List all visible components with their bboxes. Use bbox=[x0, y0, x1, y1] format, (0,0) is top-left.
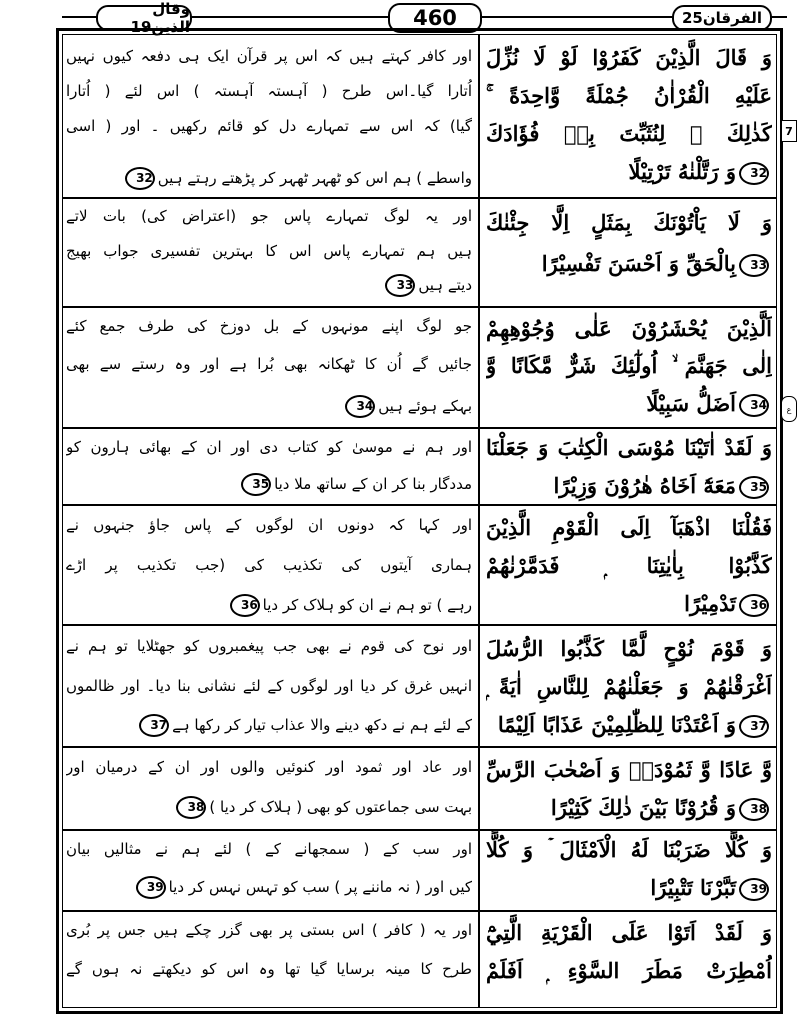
ruku-marker: ع bbox=[781, 396, 797, 422]
arabic-verse-end bbox=[486, 789, 772, 827]
header-right-label: الفرقان25 bbox=[672, 5, 772, 31]
urdu-line: اور کہا کہ دونوں ان لوگوں کے پاس جاؤ جنہوں نے bbox=[66, 516, 472, 534]
arabic-verse-end bbox=[486, 706, 772, 744]
urdu-line: اور کافر کہتے ہیں کہ اس پر قرآن ایک ہی دفعہ کیوں نہیں bbox=[66, 47, 472, 65]
arabic-verse-end bbox=[486, 153, 772, 191]
arabic-line: اَضَلُّ سَبِيْلًا bbox=[646, 391, 736, 416]
urdu-verse-end bbox=[66, 710, 472, 740]
verse-number-badge: 33 bbox=[739, 254, 769, 277]
arabic-verse-end bbox=[486, 869, 772, 907]
urdu-line: واسطے ) ہم اس کو ٹھہر ٹھہر کر پڑھتے رہتے ہیں bbox=[157, 169, 472, 187]
urdu-line: اور ہم نے موسیٰ کو کتاب دی اور ان کے بھائی ہارون کو bbox=[66, 438, 472, 456]
urdu-line: مددگار بنا کر ان کے ساتھ ملا دیا bbox=[274, 475, 472, 493]
arabic-line: اَلَّذِيْنَ يُحْشَرُوْنَ عَلٰى وُجُوْهِهِمْ bbox=[486, 316, 772, 341]
verse-number-badge: 37 bbox=[739, 715, 769, 738]
urdu-line: کے لئے ہم نے دکھ دینے والا عذاب تیار کر رکھا ہے bbox=[172, 716, 472, 734]
verse-number-badge: 36 bbox=[230, 594, 260, 617]
verse-number-badge: 35 bbox=[739, 476, 769, 499]
urdu-verse-end bbox=[66, 469, 472, 499]
juz-marker: 7 bbox=[781, 120, 797, 142]
arabic-line: وَ قُرُوْنًا بَيْنَ ذٰلِكَ كَثِيْرًا bbox=[550, 795, 736, 820]
row-separator bbox=[62, 910, 777, 912]
urdu-line: بہکے ہوئے ہیں bbox=[378, 397, 472, 415]
urdu-line: اور یہ لوگ تمہارے پاس جو (اعتراض کی) بات لاتے bbox=[66, 207, 472, 225]
urdu-verse-end bbox=[66, 590, 472, 620]
urdu-line: رہے ) تو ہم نے ان کو ہلاک کر دیا bbox=[262, 596, 472, 614]
arabic-verse-end bbox=[486, 467, 772, 505]
urdu-line: اور نوح کی قوم نے بھی جب پیغمبروں کو جھٹلایا تو ہم نے bbox=[66, 637, 472, 655]
verse-number-badge: 35 bbox=[241, 473, 271, 496]
arabic-line: تَبَّرْنَا تَتْبِيْرًا bbox=[650, 875, 736, 900]
row-separator bbox=[62, 197, 777, 199]
arabic-line: اَغْرَقْنٰهُمْ وَ جَعَلْنٰهُمْ لِلنَّاسِ اٰيَةً ۭ bbox=[486, 674, 772, 699]
urdu-verse-end bbox=[66, 163, 472, 193]
urdu-verse-end bbox=[66, 872, 472, 902]
arabic-line: وَ اَعْتَدْنَا لِلظّٰلِمِيْنَ عَذَابًا اَلِيْمًا bbox=[497, 712, 736, 737]
arabic-line: وَ كُلًّا ضَرَبْنَا لَهُ الْاَمْثَالَ ۡ وَ كُلًّا bbox=[486, 837, 772, 862]
urdu-line: اور عاد اور ثمود اور کنوئیں والوں اور ان کے درمیان اور bbox=[66, 758, 472, 776]
row-separator bbox=[62, 624, 777, 626]
arabic-line: كَذٰلِكَ ۚ لِنُثَبِّتَ بِهٖ فُؤَادَكَ bbox=[486, 121, 772, 146]
header-left-label: وقال الذين19 bbox=[96, 5, 192, 31]
verse-number-badge: 32 bbox=[125, 167, 155, 190]
arabic-line: فَقُلْنَا اذْهَبَآ اِلَى الْقَوْمِ الَّذِيْنَ bbox=[486, 515, 772, 540]
arabic-line: اِلٰى جَهَنَّمَ ۙ اُولٰٓئِكَ شَرٌّ مَّكَانًا وَّ bbox=[486, 353, 772, 378]
urdu-line: طرح کا مینہ برسایا گیا تھا وہ اس کو دیکھتے نہ ہوں گے bbox=[66, 960, 472, 978]
arabic-line: وَ قَالَ الَّذِيْنَ كَفَرُوْا لَوْ لَا نُزِّلَ bbox=[486, 45, 772, 70]
urdu-line: جو لوگ اپنے مونہوں کے بل دوزخ کی طرف جمع کئے bbox=[66, 317, 472, 335]
verse-number-badge: 38 bbox=[739, 798, 769, 821]
urdu-line: اور سب کے ( سمجھانے کے ) لئے ہم نے مثالیں بیان bbox=[66, 840, 472, 858]
page-number: 460 bbox=[388, 3, 482, 33]
verse-number-badge: 34 bbox=[739, 394, 769, 417]
verse-number-badge: 39 bbox=[136, 876, 166, 899]
arabic-verse-end bbox=[486, 585, 772, 623]
urdu-line: جائیں گے اُن کا ٹھکانہ بھی بُرا ہے اور وہ رستے سے بھی bbox=[66, 355, 472, 373]
arabic-line: بِالْحَقِّ وَ اَحْسَنَ تَفْسِيْرًا bbox=[541, 251, 736, 276]
arabic-line: اُمْطِرَتْ مَطَرَ السَّوْءِ ۭ اَفَلَمْ bbox=[486, 958, 772, 983]
urdu-line: کیں اور ( نہ ماننے پر ) سب کو تہس نہس کر دیا bbox=[168, 878, 472, 896]
arabic-line: وَ لَقَدْ اَتَوْا عَلَى الْقَرْيَةِ الَّتِيْٓ bbox=[486, 920, 772, 945]
urdu-verse-end bbox=[66, 391, 472, 421]
verse-number-badge: 38 bbox=[176, 796, 206, 819]
verse-number-badge: 34 bbox=[345, 395, 375, 418]
arabic-line: تَدْمِيْرًا bbox=[684, 591, 736, 616]
verse-number-badge: 37 bbox=[139, 714, 169, 737]
row-separator bbox=[62, 746, 777, 748]
verse-number-badge: 39 bbox=[739, 878, 769, 901]
arabic-line: وَ قَوْمَ نُوْحٍ لَّمَّا كَذَّبُوا الرُّسُلَ bbox=[486, 636, 772, 661]
arabic-line: وَّ عَادًا وَّ ثَمُوْدَاۡ وَ اَصْحٰبَ الرَّسِّ bbox=[486, 757, 772, 782]
arabic-line: وَ لَا يَاْتُوْنَكَ بِمَثَلٍ اِلَّا جِئْنٰكَ bbox=[486, 210, 772, 235]
arabic-line: وَ لَقَدْ اٰتَيْنَا مُوْسَى الْكِتٰبَ وَ جَعَلْنَا bbox=[486, 435, 772, 460]
column-divider bbox=[478, 34, 480, 1008]
urdu-line: انہیں غرق کر دیا اور لوگوں کے لئے نشانی بنا دیا۔ اور ظالموں bbox=[66, 677, 472, 695]
urdu-line: بہت سی جماعتوں کو بھی ( ہلاک کر دیا ) bbox=[209, 798, 472, 816]
urdu-line: اُتارا گیا۔اس طرح ( آہستہ آہستہ ) اس لئے ( اُتارا bbox=[66, 82, 472, 100]
urdu-verse-end bbox=[66, 270, 472, 300]
verse-number-badge: 33 bbox=[385, 274, 415, 297]
arabic-verse-end bbox=[486, 245, 772, 283]
urdu-line: ہیں ہم تمہارے پاس اس کا بہترین تفسیری جواب بھیج bbox=[66, 242, 472, 260]
urdu-line: اور یہ ( کافر ) اس بستی پر بھی گزر چکے ہیں جس پر بُری bbox=[66, 921, 472, 939]
arabic-line: مَعَهٗٓ اَخَاهُ هٰرُوْنَ وَزِيْرًا bbox=[553, 473, 736, 498]
verse-number-badge: 32 bbox=[739, 162, 769, 185]
arabic-line: كَذَّبُوْا بِاٰيٰتِنَا ۭ فَدَمَّرْنٰهُمْ bbox=[486, 553, 772, 578]
urdu-line: ہماری آیتوں کی تکذیب کی (جب تکذیب پر اڑے bbox=[66, 556, 472, 574]
row-separator bbox=[62, 306, 777, 308]
verse-number-badge: 36 bbox=[739, 594, 769, 617]
urdu-line: گیا) کہ اس سے تمہارے دل کو قائم رکھیں ۔ اور ( اسی bbox=[66, 117, 472, 135]
urdu-verse-end bbox=[66, 792, 472, 822]
arabic-line: عَلَيْهِ الْقُرْاٰنُ جُمْلَةً وَّاحِدَةً ۚ bbox=[486, 83, 772, 108]
arabic-line: وَ رَتَّلْنٰهُ تَرْتِيْلًا bbox=[628, 159, 736, 184]
arabic-verse-end bbox=[486, 385, 772, 423]
urdu-line: دیتے ہیں bbox=[418, 276, 472, 294]
